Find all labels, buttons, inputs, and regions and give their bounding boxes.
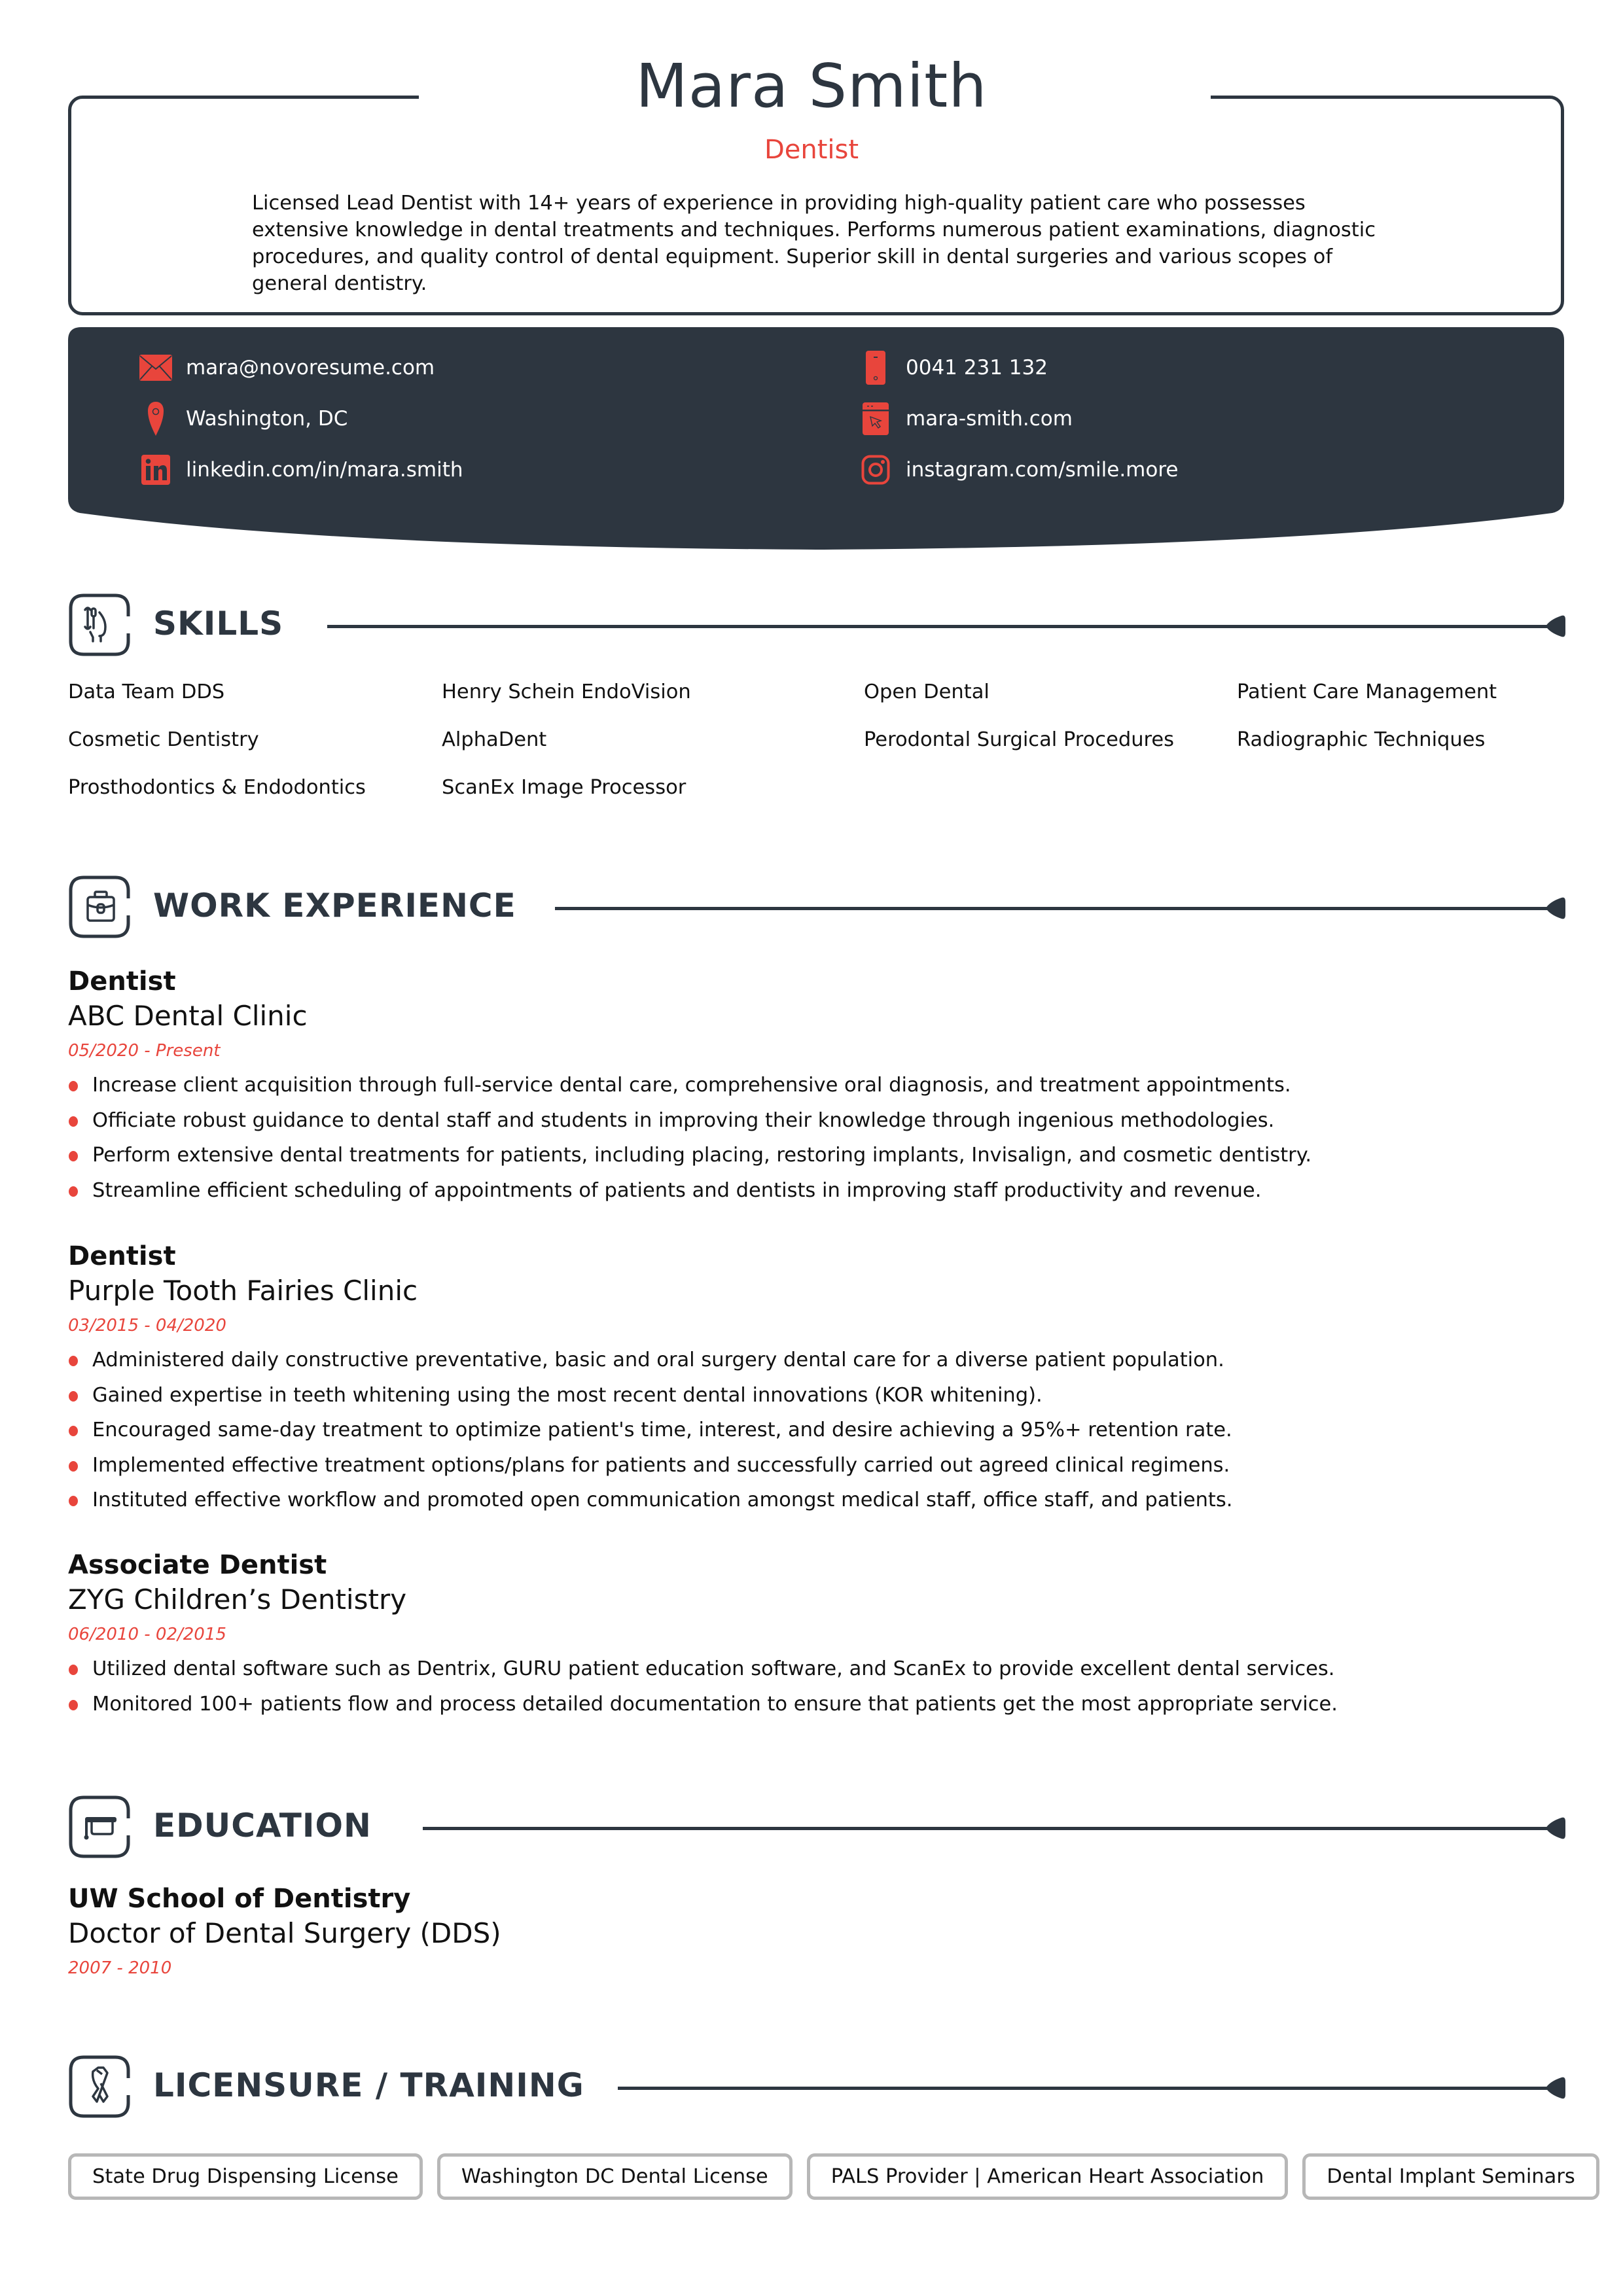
phone-icon <box>859 351 893 385</box>
rule-end-marker <box>1544 2076 1567 2100</box>
section-header-education <box>68 1795 1564 1860</box>
section-header-work-experience <box>68 875 1564 940</box>
skill-item: Cosmetic Dentistry <box>68 728 259 751</box>
bullet-item: Increase client acquisition through full-service dental care, comprehensive oral diagnosis, and treatment appointments. <box>68 1068 1564 1103</box>
rule-end-marker <box>1544 614 1567 638</box>
summary-text: Licensed Lead Dentist with 14+ years of experience in providing high-quality patient care who possesses extensive knowledge in dental treatments and techniques. Performs numerous patient examinations, diagnostic procedures, and quality control of dental equipment. Superior skill in dental surgeries and various scopes of general dentistry. <box>252 192 1376 295</box>
bullet-dot <box>69 1461 78 1472</box>
skill-item: ScanEx Image Processor <box>442 776 687 799</box>
bullet-dot <box>69 1151 78 1161</box>
license-badge: Washington DC Dental License <box>437 2153 793 2200</box>
section-rule <box>618 2087 1551 2090</box>
work-organization: Purple Tooth Fairies Clinic <box>68 1275 418 1307</box>
bullet-dot <box>69 1186 78 1197</box>
education-dates: 2007 - 2010 <box>68 1958 172 1978</box>
contact-phone[interactable] <box>859 348 1048 387</box>
education-school: UW School of Dentistry <box>68 1884 411 1914</box>
bullet-dot <box>69 1426 78 1436</box>
skill-item: Prosthodontics & Endodontics <box>68 776 366 799</box>
bullet-item: Monitored 100+ patients flow and process detailed documentation to ensure that patients get the most appropriate service. <box>68 1687 1564 1722</box>
instagram-text: instagram.com/smile.more <box>906 458 1179 482</box>
tools-icon <box>68 593 132 657</box>
section-rule <box>423 1827 1551 1830</box>
instagram-icon <box>859 453 893 487</box>
work-entry <box>68 1239 1564 1518</box>
rule-end-marker <box>1544 1816 1567 1840</box>
bullet-dot <box>69 1356 78 1366</box>
linkedin-text: linkedin.com/in/mara.smith <box>186 458 463 482</box>
work-role: Dentist <box>68 966 176 997</box>
license-badge: Dental Implant Seminars <box>1302 2153 1599 2200</box>
bullet-item: Streamline efficient scheduling of appointments of patients and dentists in improving staff productivity and revenue. <box>68 1173 1564 1209</box>
skill-item: Henry Schein EndoVision <box>442 680 691 703</box>
bullet-dot <box>69 1665 78 1675</box>
bullet-dot <box>69 1496 78 1506</box>
phone-text: 0041 231 132 <box>906 356 1048 380</box>
section-title: SKILLS <box>153 605 284 643</box>
bullet-dot <box>69 1081 78 1091</box>
contact-email[interactable] <box>139 348 435 387</box>
bullet-dot <box>69 1391 78 1402</box>
work-dates: 03/2015 - 04/2020 <box>68 1316 226 1335</box>
website-icon <box>859 402 893 436</box>
work-entry <box>68 964 1564 1208</box>
bullet-item: Officiate robust guidance to dental staff and students in improving their knowledge through ingenious methodologies. <box>68 1103 1564 1139</box>
section-rule <box>327 625 1551 628</box>
bullet-item: Utilized dental software such as Dentrix, GURU patient education software, and ScanEx to provide excellent dental services. <box>68 1651 1564 1687</box>
education-entry <box>68 1882 1564 1981</box>
work-role: Associate Dentist <box>68 1550 327 1580</box>
section-header-licensure <box>68 2055 1564 2120</box>
graduation-cap-icon <box>68 1795 132 1859</box>
section-header-skills <box>68 593 1564 658</box>
envelope-icon <box>139 351 173 385</box>
bullet-dot <box>69 1116 78 1127</box>
skill-item: AlphaDent <box>442 728 547 751</box>
work-bullets <box>68 1068 1564 1208</box>
contact-website[interactable] <box>859 399 1073 438</box>
candidate-name: Mara Smith <box>635 51 988 121</box>
work-dates: 05/2020 - Present <box>68 1041 221 1061</box>
linkedin-icon <box>139 453 173 487</box>
skill-item: Patient Care Management <box>1237 680 1497 703</box>
work-organization: ZYG Children’s Dentistry <box>68 1583 407 1616</box>
skill-item: Radiographic Techniques <box>1237 728 1486 751</box>
bullet-item: Implemented effective treatment options/plans for patients and successfully carried out agreed clinical regimens. <box>68 1448 1564 1483</box>
skill-item: Perodontal Surgical Procedures <box>864 728 1175 751</box>
ribbon-icon <box>68 2055 132 2119</box>
bullet-item: Administered daily constructive preventative, basic and oral surgery dental care for a diverse patient population. <box>68 1343 1564 1378</box>
contact-instagram[interactable] <box>859 450 1179 489</box>
section-title: LICENSURE / TRAINING <box>153 2066 584 2104</box>
work-bullets <box>68 1651 1564 1722</box>
email-text: mara@novoresume.com <box>186 356 435 380</box>
work-bullets <box>68 1343 1564 1518</box>
bullet-item: Instituted effective workflow and promoted open communication amongst medical staff, office staff, and patients. <box>68 1483 1564 1518</box>
skill-item: Data Team DDS <box>68 680 225 703</box>
location-text: Washington, DC <box>186 407 348 431</box>
bullet-dot <box>69 1700 78 1710</box>
skill-item: Open Dental <box>864 680 990 703</box>
job-title: Dentist <box>764 135 859 165</box>
work-organization: ABC Dental Clinic <box>68 1000 308 1032</box>
contact-linkedin[interactable] <box>139 450 463 489</box>
map-pin-icon <box>139 402 173 436</box>
work-dates: 06/2010 - 02/2015 <box>68 1625 226 1644</box>
license-badge: State Drug Dispensing License <box>68 2153 423 2200</box>
contact-band <box>68 327 1564 550</box>
section-rule <box>555 907 1551 910</box>
section-title: WORK EXPERIENCE <box>153 887 516 925</box>
license-badge: PALS Provider | American Heart Association <box>807 2153 1289 2200</box>
licensure-badges <box>68 2153 1599 2200</box>
work-role: Dentist <box>68 1241 176 1271</box>
bullet-item: Perform extensive dental treatments for patients, including placing, restoring implants, Invisalign, and cosmetic dentistry. <box>68 1138 1564 1173</box>
bullet-item: Encouraged same-day treatment to optimize patient's time, interest, and desire achieving a 95%+ retention rate. <box>68 1413 1564 1448</box>
bullet-item: Gained expertise in teeth whitening using the most recent dental innovations (KOR whitening). <box>68 1378 1564 1413</box>
work-entry <box>68 1548 1564 1722</box>
contact-location <box>139 399 348 438</box>
website-text: mara-smith.com <box>906 407 1073 431</box>
section-title: EDUCATION <box>153 1807 372 1845</box>
rule-end-marker <box>1544 896 1567 920</box>
briefcase-icon <box>68 875 132 939</box>
education-degree: Doctor of Dental Surgery (DDS) <box>68 1917 501 1949</box>
